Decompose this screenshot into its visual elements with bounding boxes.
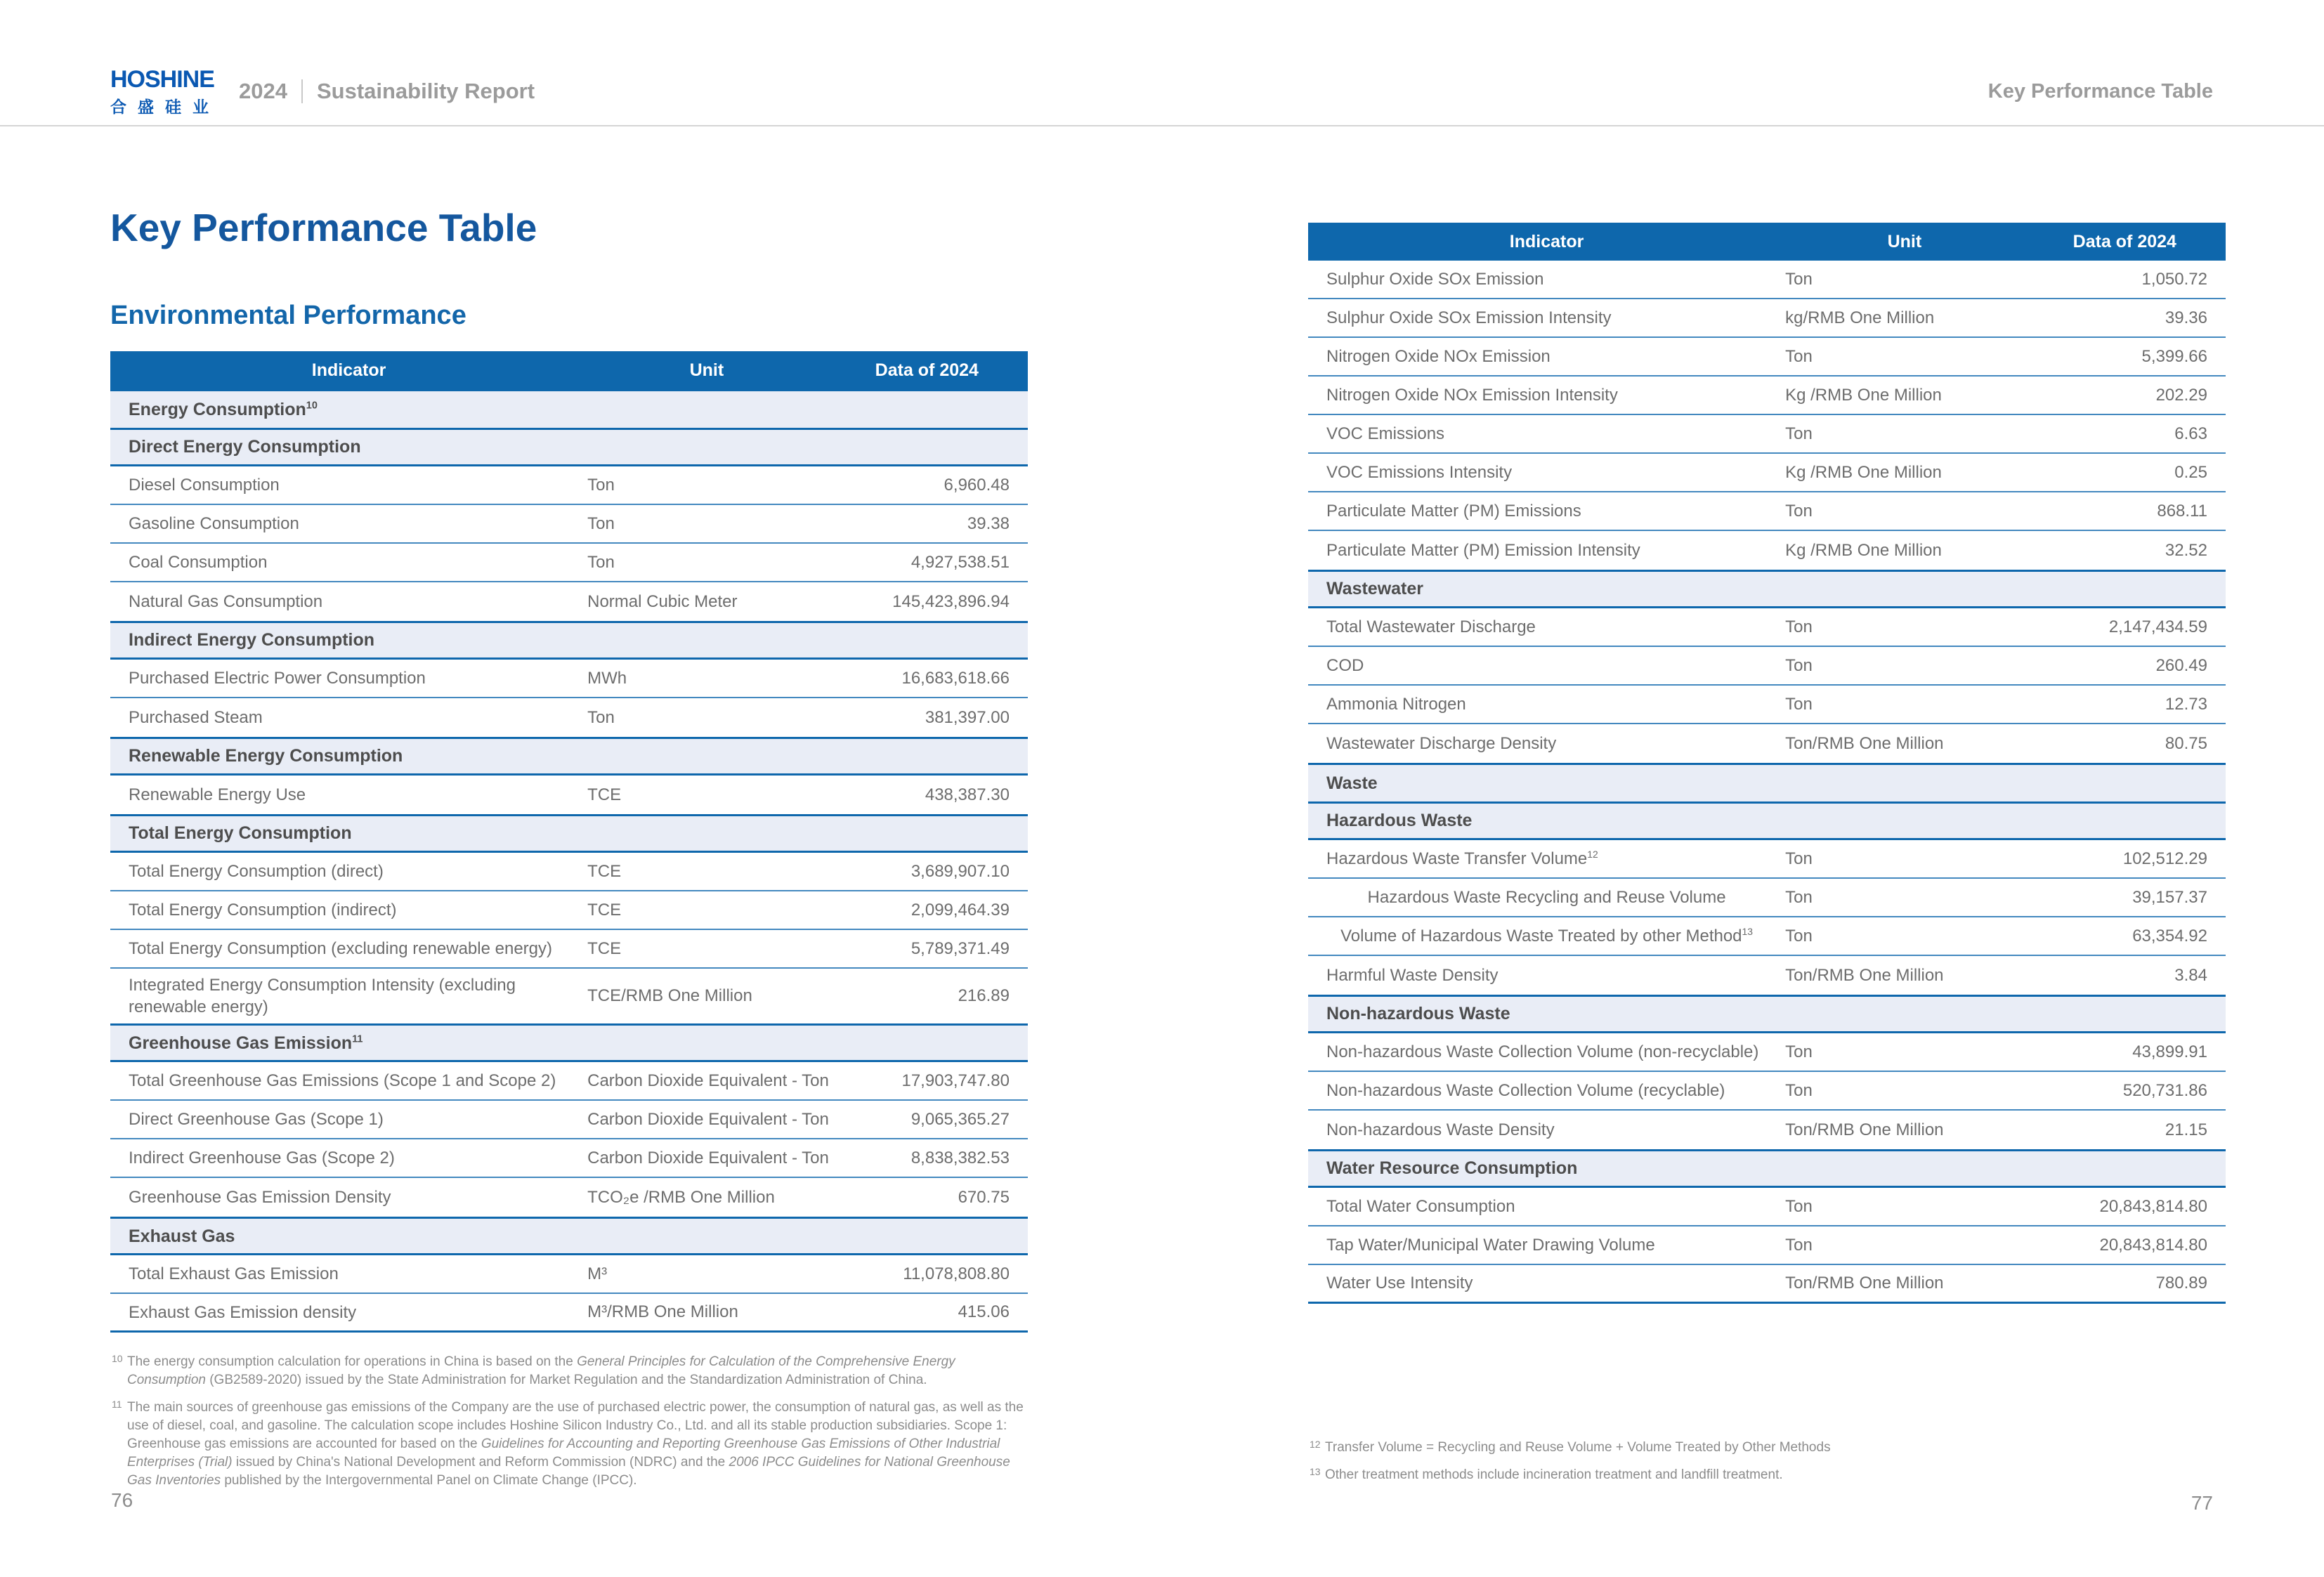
table-row: [110, 1062, 1028, 1101]
indicator-label: Total Energy Consumption (indirect): [129, 900, 397, 920]
unit-cell: M³: [587, 1264, 608, 1283]
table-row: [1308, 1033, 2226, 1072]
footnote-text-italic: 2006 IPCC Guidelines for National Greenhouse Gas Inventories: [127, 1455, 1010, 1488]
indicator-cell: [1308, 842, 1785, 875]
section-row: [110, 621, 1028, 660]
indicator-cell: [1308, 1113, 1785, 1146]
indicator-label: Non-hazardous Waste Density: [1326, 1120, 1555, 1139]
indicator-cell: [1308, 610, 1785, 643]
indicator-cell: [1308, 649, 1785, 682]
table-row: [1308, 338, 2226, 377]
table-row: [110, 466, 1028, 505]
brand-cn-char: 硅: [165, 98, 181, 116]
indicator-cell: [110, 816, 1028, 851]
unit-cell: Ton: [1785, 501, 1813, 521]
indicator-label: COD: [1326, 655, 1364, 675]
unit-cell: Ton: [1785, 269, 1813, 289]
indicator-label: Nitrogen Oxide NOx Emission Intensity: [1326, 385, 1618, 405]
value-cell: 39,157.37: [2132, 887, 2207, 907]
section-row: [1308, 995, 2226, 1033]
unit-cell: TCE: [587, 938, 622, 958]
footnotes-right: [1308, 1439, 2226, 1493]
table-row: [1308, 299, 2226, 338]
indicator-label: Natural Gas Consumption: [129, 591, 323, 611]
report-title: Sustainability Report: [316, 79, 535, 103]
table-row: [110, 1255, 1028, 1294]
page-title: Key Performance Table: [110, 206, 537, 249]
indicator-cell: [1308, 572, 2226, 606]
value-cell: 20,843,814.80: [2099, 1235, 2207, 1255]
indicator-cell: [1308, 340, 1785, 373]
indicator-label: Diesel Consumption: [129, 475, 280, 495]
indicator-cell: [1308, 920, 1785, 953]
brand-logo: [110, 66, 214, 117]
footnote-text: The energy consumption calculation for operations in China is based on the: [127, 1354, 577, 1369]
indicator-cell: [110, 969, 587, 1023]
unit-cell: Kg /RMB One Million: [1785, 385, 1942, 405]
value-cell: 415.06: [958, 1302, 1010, 1322]
value-cell: 8,838,382.53: [910, 1148, 1010, 1167]
unit-cell: Ton/RMB One Million: [1785, 733, 1944, 753]
section-row: [110, 737, 1028, 776]
table-row: [110, 969, 1028, 1023]
footnote-marker: 11: [112, 1399, 122, 1410]
indicator-cell: [110, 1103, 587, 1136]
report-meta: [239, 79, 535, 104]
footnote-text: Transfer Volume = Recycling and Reuse Volume + Volume Treated by Other Methods: [1325, 1440, 1831, 1455]
environmental-performance-table-left: [110, 351, 1028, 1333]
indicator-label: Greenhouse Gas Emission: [129, 1033, 353, 1053]
indicator-cell: [1308, 804, 2226, 838]
indicator-cell: [1308, 727, 1785, 760]
table-row: [110, 1294, 1028, 1333]
value-cell: 11,078,808.80: [903, 1264, 1010, 1283]
indicator-cell: [1308, 1190, 1785, 1223]
unit-cell: TCE: [587, 900, 622, 920]
indicator-cell: [110, 739, 1028, 773]
table-row: [110, 891, 1028, 930]
indicator-cell: [1308, 1074, 1785, 1107]
vertical-divider: [301, 79, 303, 103]
indicator-label: Non-hazardous Waste: [1326, 1004, 1510, 1024]
section-row: [110, 1217, 1028, 1255]
indicator-label: Purchased Steam: [129, 707, 263, 727]
footnote: [110, 1353, 1028, 1389]
indicator-cell: [110, 393, 1028, 427]
indicator-label: Coal Consumption: [129, 552, 268, 572]
table-row: [1308, 1188, 2226, 1226]
indicator-label: Indirect Energy Consumption: [129, 630, 375, 650]
indicator-label: VOC Emissions: [1326, 424, 1445, 443]
indicator-cell: [1308, 766, 2226, 801]
indicator-label: Direct Energy Consumption: [129, 437, 361, 457]
column-header: Data of 2024: [875, 360, 979, 380]
unit-cell: MWh: [587, 668, 627, 688]
column-header: Indicator: [1509, 231, 1584, 251]
indicator-label: Renewable Energy Consumption: [129, 746, 403, 766]
section-row: [1308, 570, 2226, 608]
indicator-cell: [110, 894, 587, 927]
footnote-ref: 11: [352, 1033, 363, 1045]
value-cell: 381,397.00: [925, 707, 1010, 727]
value-cell: 780.89: [2155, 1274, 2207, 1293]
value-cell: 5,399.66: [2141, 346, 2207, 366]
indicator-cell: [110, 662, 587, 695]
indicator-cell: [110, 469, 587, 502]
footnote: [1308, 1466, 2226, 1484]
indicator-label: Ammonia Nitrogen: [1326, 694, 1466, 714]
indicator-label: Total Water Consumption: [1326, 1196, 1515, 1216]
table-row: [1308, 1265, 2226, 1304]
unit-cell: M³/RMB One Million: [587, 1302, 738, 1322]
page-number-left: 76: [111, 1489, 133, 1511]
footnote: [1308, 1439, 2226, 1457]
table-row: [110, 582, 1028, 621]
indicator-cell: [110, 430, 1028, 464]
indicator-label: Total Wastewater Discharge: [1326, 617, 1536, 636]
value-cell: 868.11: [2157, 501, 2207, 521]
indicator-label: Total Exhaust Gas Emission: [129, 1264, 339, 1284]
indicator-cell: [110, 585, 587, 618]
footnote-text-italic: Guidelines for Accounting and Reporting Greenhouse Gas Emissions of Other Industrial Enterprises (Trial): [127, 1437, 1000, 1470]
indicator-label: Total Greenhouse Gas Emissions (Scope 1 and Scope 2): [129, 1071, 556, 1091]
brand-cn-char: 业: [192, 98, 209, 116]
unit-cell: TCE: [587, 785, 622, 804]
table-row: [1308, 840, 2226, 879]
table-row: [110, 930, 1028, 969]
indicator-label: Sulphur Oxide SOx Emission Intensity: [1326, 308, 1612, 327]
value-cell: 6,960.48: [944, 475, 1010, 495]
table-row: [110, 1101, 1028, 1139]
unit-cell: Ton: [1785, 617, 1813, 636]
indicator-cell: [1308, 881, 1785, 914]
table-row: [110, 1139, 1028, 1178]
section-row: [110, 1023, 1028, 1062]
table-row: [1308, 608, 2226, 647]
column-header: Unit: [689, 360, 724, 380]
indicator-label: Total Energy Consumption: [129, 823, 352, 844]
value-cell: 216.89: [958, 986, 1010, 1006]
value-cell: 438,387.30: [925, 785, 1010, 804]
indicator-label: Particulate Matter (PM) Emission Intensity: [1326, 540, 1640, 560]
indicator-label: Integrated Energy Consumption Intensity (excluding renewable energy): [129, 976, 516, 1017]
indicator-cell: [110, 778, 587, 811]
unit-cell: TCE/RMB One Million: [587, 986, 752, 1006]
table-row: [1308, 647, 2226, 686]
indicator-label: Energy Consumption: [129, 399, 306, 419]
unit-cell: Carbon Dioxide Equivalent - Ton: [587, 1148, 829, 1167]
section-row: [1308, 1149, 2226, 1188]
value-cell: 12.73: [2165, 694, 2207, 714]
table-row: [1308, 377, 2226, 415]
table-row: [1308, 1111, 2226, 1149]
table-row: [110, 853, 1028, 891]
indicator-cell: [110, 701, 587, 734]
value-cell: 0.25: [2174, 462, 2207, 482]
indicator-cell: [110, 855, 587, 888]
table-row: [110, 505, 1028, 544]
table-row: [1308, 956, 2226, 995]
table-row: [1308, 261, 2226, 299]
unit-cell: Ton: [587, 475, 615, 495]
table-row: [1308, 454, 2226, 492]
table-row: [1308, 415, 2226, 454]
value-cell: 16,683,618.66: [901, 668, 1010, 688]
value-cell: 202.29: [2155, 385, 2207, 405]
value-cell: 2,147,434.59: [2108, 617, 2207, 636]
indicator-label: Nitrogen Oxide NOx Emission: [1326, 346, 1551, 366]
section-row: [110, 814, 1028, 853]
unit-cell: Ton: [1785, 694, 1813, 714]
brand-wordmark-cn: [110, 94, 209, 117]
footnote: [110, 1399, 1028, 1490]
indicator-label: Indirect Greenhouse Gas (Scope 2): [129, 1149, 395, 1168]
indicator-cell: [1308, 1229, 1785, 1262]
indicator-label: Exhaust Gas Emission density: [129, 1302, 357, 1322]
table-row: [110, 544, 1028, 582]
table-row: [1308, 686, 2226, 724]
table-row: [110, 660, 1028, 698]
indicator-label: Greenhouse Gas Emission Density: [129, 1188, 391, 1208]
section-title: Environmental Performance: [110, 301, 466, 330]
indicator-label: Non-hazardous Waste Collection Volume (recyclable): [1326, 1080, 1725, 1100]
indicator-cell: [1308, 1035, 1785, 1068]
unit-cell: Carbon Dioxide Equivalent - Ton: [587, 1109, 829, 1129]
footnote-text: Other treatment methods include incineration treatment and landfill treatment.: [1325, 1467, 1783, 1482]
section-row: [110, 428, 1028, 466]
indicator-label: Hazardous Waste: [1326, 811, 1473, 831]
indicator-cell: [110, 1064, 587, 1097]
indicator-cell: [110, 623, 1028, 657]
value-cell: 1,050.72: [2141, 269, 2207, 289]
footnote-ref: 12: [1587, 848, 1598, 860]
unit-cell: Ton: [1785, 926, 1813, 945]
unit-cell: TCE: [587, 861, 622, 881]
indicator-label: Sulphur Oxide SOx Emission: [1326, 269, 1544, 289]
indicator-label: Non-hazardous Waste Collection Volume (non-recyclable): [1326, 1042, 1759, 1061]
indicator-cell: [1308, 263, 1785, 296]
unit-cell: Ton: [587, 707, 615, 727]
footnote-text: The main sources of greenhouse gas emissions of the Company are the use of purchased electric power, the consumption of natural gas, as well as the use of diesel, coal, and gasoline. The calculation scope includes Hoshine Silicon Industry Co., Ltd. and all its stable production subsidiaries. Scope 1: Greenhouse gas emissions are accounted for based on the: [127, 1400, 1024, 1451]
indicator-label: Total Energy Consumption (excluding renewable energy): [129, 938, 552, 958]
indicator-cell: [110, 1141, 587, 1174]
section-row: [110, 389, 1028, 428]
indicator-label: Water Use Intensity: [1326, 1274, 1473, 1293]
footnote-marker: 12: [1310, 1439, 1321, 1450]
indicator-label: Direct Greenhouse Gas (Scope 1): [129, 1110, 384, 1130]
unit-cell: Kg /RMB One Million: [1785, 540, 1942, 560]
header-divider-line: [0, 125, 2324, 126]
footnote-text: published by the Intergovernmental Panel on Climate Change (IPCC).: [221, 1473, 637, 1488]
value-cell: 9,065,365.27: [910, 1109, 1010, 1129]
indicator-label: Volume of Hazardous Waste Treated by other Method: [1340, 926, 1742, 945]
value-cell: 17,903,747.80: [901, 1071, 1010, 1090]
table-row: [1308, 492, 2226, 531]
indicator-cell: [110, 1219, 1028, 1254]
indicator-cell: [110, 1026, 1028, 1061]
unit-cell: Ton/RMB One Million: [1785, 1274, 1944, 1293]
footnote-ref: 13: [1742, 925, 1753, 937]
table-row: [1308, 724, 2226, 763]
footnote-marker: 13: [1310, 1466, 1321, 1477]
indicator-cell: [110, 507, 587, 540]
unit-cell: Ton: [1785, 346, 1813, 366]
value-cell: 20,843,814.80: [2099, 1196, 2207, 1216]
value-cell: 520,731.86: [2122, 1080, 2207, 1100]
indicator-label: Wastewater: [1326, 579, 1424, 599]
table-header-row: [110, 351, 1028, 389]
value-cell: 80.75: [2165, 733, 2207, 753]
value-cell: 5,789,371.49: [910, 938, 1010, 958]
unit-cell: Ton: [1785, 655, 1813, 675]
value-cell: 2,099,464.39: [910, 900, 1010, 920]
page-number-right: 77: [2191, 1492, 2213, 1514]
table-row: [1308, 879, 2226, 917]
value-cell: 39.38: [967, 513, 1010, 533]
indicator-label: Waste: [1326, 773, 1378, 793]
table-row: [1308, 1226, 2226, 1265]
indicator-cell: [110, 546, 587, 579]
indicator-cell: [1308, 959, 1785, 992]
value-cell: 21.15: [2165, 1120, 2207, 1139]
value-cell: 3.84: [2174, 965, 2207, 985]
unit-cell: Ton: [1785, 424, 1813, 443]
unit-cell: Ton/RMB One Million: [1785, 1120, 1944, 1139]
unit-cell: Carbon Dioxide Equivalent - Ton: [587, 1071, 829, 1090]
indicator-cell: [1308, 379, 1785, 412]
section-row: [1308, 801, 2226, 840]
brand-wordmark: HOSHINE: [110, 66, 214, 93]
indicator-label: Renewable Energy Use: [129, 785, 306, 804]
indicator-cell: [1308, 997, 2226, 1031]
section-row: [1308, 763, 2226, 801]
indicator-label: Water Resource Consumption: [1326, 1158, 1578, 1179]
indicator-cell: [110, 1296, 587, 1329]
indicator-cell: [1308, 456, 1785, 489]
indicator-cell: [1308, 301, 1785, 334]
indicator-label: Harmful Waste Density: [1326, 965, 1499, 985]
value-cell: 63,354.92: [2132, 926, 2207, 945]
table-row: [110, 1178, 1028, 1217]
column-header: Data of 2024: [2072, 231, 2176, 251]
indicator-label: Gasoline Consumption: [129, 513, 299, 533]
unit-cell: Ton: [1785, 1196, 1813, 1216]
table-row: [1308, 917, 2226, 956]
unit-cell: Ton: [1785, 1042, 1813, 1061]
table-row: [110, 698, 1028, 737]
footnote-text-italic: General Principles for Calculation of the Comprehensive Energy Consumption: [127, 1354, 955, 1387]
indicator-label: Hazardous Waste Recycling and Reuse Volume: [1367, 887, 1726, 907]
indicator-cell: [110, 932, 587, 965]
value-cell: 32.52: [2165, 540, 2207, 560]
unit-cell: kg/RMB One Million: [1785, 308, 1935, 327]
indicator-cell: [110, 1257, 587, 1290]
footnote-text: issued by China's National Development and Reform Commission (NDRC) and the: [232, 1455, 729, 1470]
indicator-label: VOC Emissions Intensity: [1326, 462, 1513, 482]
footnotes-left: [110, 1353, 1028, 1499]
indicator-cell: [1308, 495, 1785, 528]
table-row: [1308, 531, 2226, 570]
indicator-cell: [1308, 1151, 2226, 1186]
report-year: 2024: [239, 79, 287, 103]
table-row: [110, 776, 1028, 814]
environmental-performance-table-right: [1308, 223, 2226, 1304]
unit-cell: Ton: [1785, 1080, 1813, 1100]
indicator-label: Tap Water/Municipal Water Drawing Volume: [1326, 1235, 1655, 1255]
indicator-cell: [1308, 1267, 1785, 1300]
indicator-cell: [1308, 534, 1785, 567]
footnote-text: (GB2589-2020) issued by the State Administration for Market Regulation and the Standardization Administration of China.: [205, 1373, 927, 1387]
table-row: [1308, 1072, 2226, 1111]
brand-cn-char: 合: [110, 98, 126, 116]
indicator-label: Hazardous Waste Transfer Volume: [1326, 849, 1588, 868]
footnote-marker: 10: [112, 1353, 123, 1364]
unit-cell: Kg /RMB One Million: [1785, 462, 1942, 482]
value-cell: 6.63: [2174, 424, 2207, 443]
unit-cell: Ton/RMB One Million: [1785, 965, 1944, 985]
indicator-label: Wastewater Discharge Density: [1326, 733, 1557, 753]
unit-cell: Ton: [587, 552, 615, 572]
unit-cell: Normal Cubic Meter: [587, 591, 738, 611]
indicator-label: Purchased Electric Power Consumption: [129, 668, 426, 688]
value-cell: 39.36: [2165, 308, 2207, 327]
running-header: Key Performance Table: [1987, 80, 2213, 103]
indicator-cell: [1308, 417, 1785, 450]
indicator-cell: [1308, 688, 1785, 721]
value-cell: 260.49: [2155, 655, 2207, 675]
column-header: Unit: [1887, 231, 1922, 251]
value-cell: 3,689,907.10: [910, 861, 1010, 881]
value-cell: 670.75: [958, 1187, 1010, 1207]
unit-cell: TCO₂e /RMB One Million: [587, 1187, 775, 1207]
table-header-row: [1308, 223, 2226, 261]
indicator-cell: [110, 1181, 587, 1214]
indicator-label: Total Energy Consumption (direct): [129, 861, 384, 881]
value-cell: 4,927,538.51: [910, 552, 1010, 572]
value-cell: 102,512.29: [2122, 849, 2207, 868]
indicator-label: Particulate Matter (PM) Emissions: [1326, 501, 1581, 521]
indicator-label: Exhaust Gas: [129, 1226, 235, 1246]
unit-cell: Ton: [1785, 849, 1813, 868]
unit-cell: Ton: [1785, 1235, 1813, 1255]
value-cell: 43,899.91: [2132, 1042, 2207, 1061]
brand-cn-char: 盛: [138, 98, 154, 116]
value-cell: 145,423,896.94: [892, 591, 1010, 611]
unit-cell: Ton: [587, 513, 615, 533]
footnote-ref: 10: [306, 400, 318, 412]
unit-cell: Ton: [1785, 887, 1813, 907]
column-header: Indicator: [311, 360, 386, 380]
